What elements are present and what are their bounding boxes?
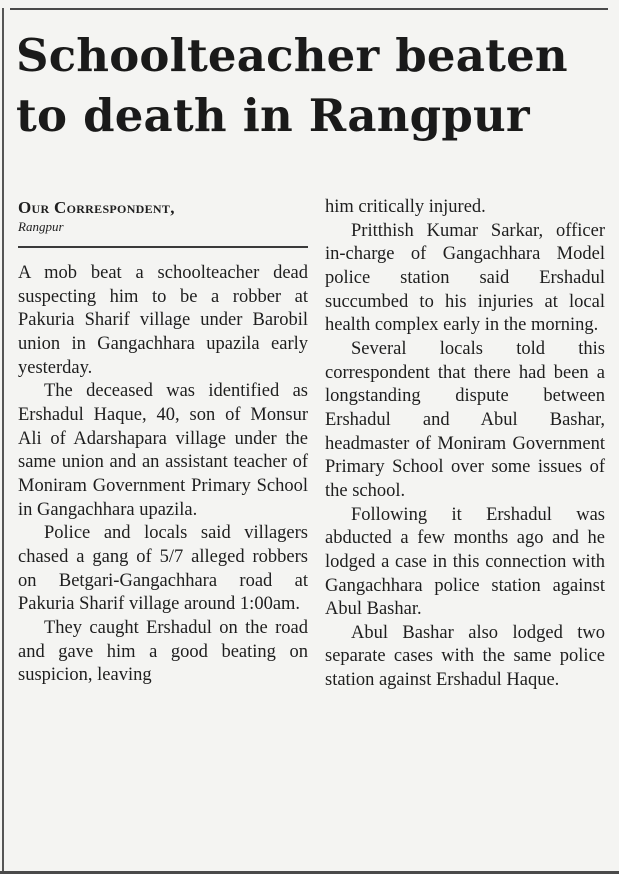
byline-location: Rangpur: [18, 219, 64, 234]
left-rule: [2, 8, 4, 874]
headline-line-2: to death in Rangpur: [16, 89, 530, 142]
paragraph: They caught Ershadul on the road and gave him a good beating on suspicion, leaving: [18, 617, 308, 686]
article-column-right: [325, 196, 605, 693]
byline: [18, 197, 308, 235]
byline-divider: [18, 246, 308, 248]
paragraph: Several locals told this correspondent that there had been a longstanding dispute between Ershadul and Abul Bashar, headmaster of Moniram Government Primary School over some issues of the school.: [325, 338, 605, 501]
paragraph: Pritthish Kumar Sarkar, officer in-charge of Gangachhara Model police station said Ershadul succumbed to his injuries at local health complex early in the morning.: [325, 220, 605, 336]
paragraph: him critically injured.: [325, 197, 486, 217]
paragraph: Following it Ershadul was abducted a few months ago and he lodged a case in this connection with Gangachhara police station against Abul Bashar.: [325, 504, 605, 620]
paragraph: Abul Bashar also lodged two separate cases with the same police station against Ershadul Haque.: [325, 622, 605, 691]
paragraph: The deceased was identified as Ershadul Haque, 40, son of Monsur Ali of Adarshapara village under the same union and an assistant teacher of Moniram Government Primary School in Gangachhara upazila.: [18, 381, 308, 520]
headline: [16, 26, 612, 146]
paragraph: A mob beat a schoolteacher dead suspecting him to be a robber at Pakuria Sharif village under Barobil union in Gangachhara upazila early yesterday.: [18, 263, 308, 378]
top-rule: [10, 8, 608, 10]
headline-line-1: Schoolteacher beaten: [16, 29, 568, 82]
article-column-left: [18, 262, 308, 688]
byline-name: Our Correspondent,: [18, 198, 175, 217]
paragraph: Police and locals said villagers chased a gang of 5/7 alleged robbers on Betgari-Gangachhara road at Pakuria Sharif village around 1:00am.: [18, 523, 308, 615]
